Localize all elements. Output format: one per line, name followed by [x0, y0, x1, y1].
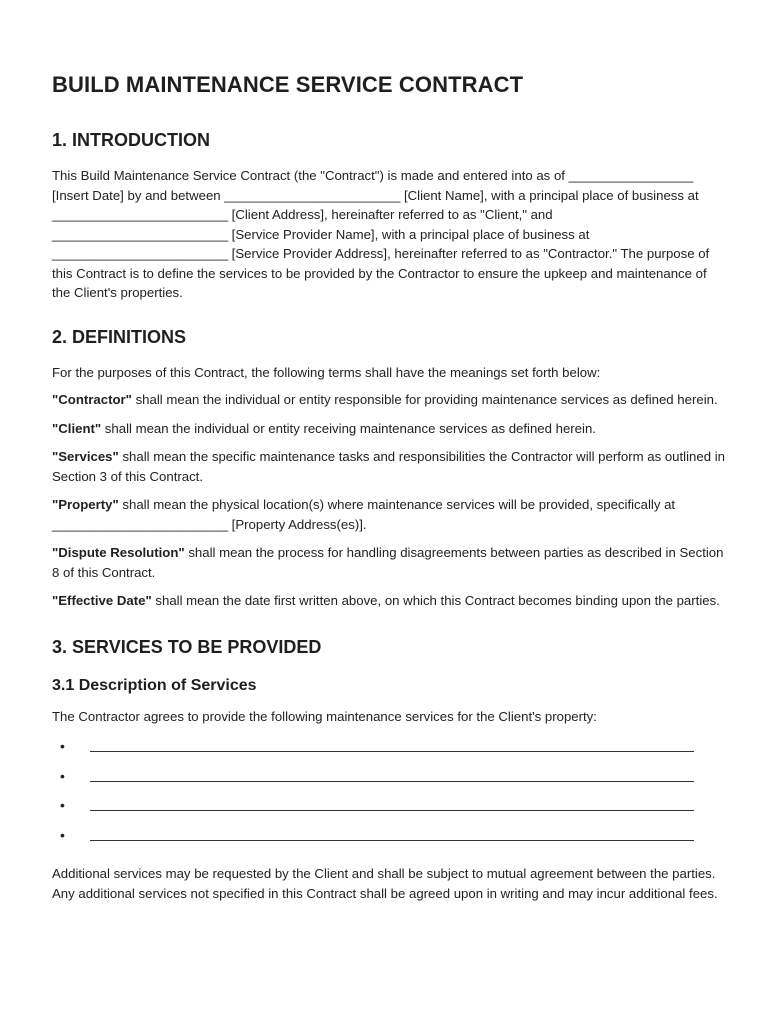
services-heading: 3. SERVICES TO BE PROVIDED: [52, 636, 322, 657]
definition-effective-date: [52, 591, 728, 611]
services-subsection-heading: 3.1 Description of Services: [52, 676, 257, 694]
definition-text: shall mean the process for handling disagreements between parties as described in Section 8 of this Contract.: [52, 545, 724, 580]
bullet-icon: •: [60, 767, 65, 784]
definition-text: shall mean the date first written above, on which this Contract becomes binding upon the parties.: [151, 593, 720, 608]
introduction-heading: 1. INTRODUCTION: [52, 130, 211, 150]
definition-dispute-resolution: [52, 543, 728, 582]
section-definitions: [52, 325, 728, 611]
document-title: BUILD MAINTENANCE SERVICE CONTRACT: [52, 72, 524, 97]
definition-term: "Effective Date": [52, 593, 152, 608]
introduction-body: This Build Maintenance Service Contract (the "Contract") is made and entered into as of _________________ [Insert Date] by and between ________________________ [Client Name], with a principal place of business at ________________________ [Client Address], hereinafter referred to as "Client," and ________________________ [Service Provider Name], with a principal place of business at ________________________ [Service Provider Address], hereinafter referred to as "Contractor." The purpose of this Contract is to define the services to be provided by the Contractor to ensure the upkeep and maintenance of the Client's properties.: [52, 168, 710, 300]
list-item: [52, 827, 728, 857]
section-introduction: [52, 128, 728, 303]
list-item: [52, 768, 728, 798]
list-item: [52, 738, 728, 768]
definition-services: [52, 447, 728, 486]
document-page: [52, 70, 728, 913]
definition-text: shall mean the individual or entity responsible for providing maintenance services as defined herein.: [131, 392, 718, 407]
blank-fill-line[interactable]: [90, 810, 694, 811]
services-lead: The Contractor agrees to provide the following maintenance services for the Client's property:: [52, 708, 597, 724]
definition-client: [52, 419, 728, 439]
definition-term: "Dispute Resolution": [52, 545, 185, 560]
definitions-lead: For the purposes of this Contract, the following terms shall have the meanings set forth below:: [52, 364, 601, 380]
definition-term: "Client": [52, 420, 102, 436]
definition-property: [52, 495, 728, 534]
definition-contractor: [52, 390, 728, 410]
definition-text: shall mean the specific maintenance tasks and responsibilities the Contractor will perform as outlined in Section 3 of this Contract.: [52, 449, 725, 484]
services-additional-note: Additional services may be requested by the Client and shall be subject to mutual agreement between the parties. Any additional services not specified in this Contract shall be agreed upon in writing and may incur additional fees.: [52, 866, 718, 901]
list-item: [52, 797, 728, 827]
services-blank-list: [52, 738, 728, 856]
definition-term: "Services": [52, 449, 119, 464]
definition-term: "Property": [52, 497, 119, 512]
blank-fill-line[interactable]: [90, 781, 694, 782]
blank-fill-line[interactable]: [90, 751, 694, 752]
blank-fill-line[interactable]: [90, 840, 694, 841]
section-services: [52, 635, 728, 904]
bullet-icon: •: [60, 738, 65, 754]
bullet-icon: •: [60, 797, 65, 813]
definition-term: "Contractor": [52, 392, 132, 407]
definition-text: shall mean the physical location(s) where maintenance services will be provided, specifically at ________________________ [Property Address(es)].: [52, 497, 676, 532]
definition-text: shall mean the individual or entity receiving maintenance services as defined herein.: [101, 420, 596, 436]
bullet-icon: •: [60, 826, 65, 843]
definitions-heading: 2. DEFINITIONS: [52, 326, 187, 347]
